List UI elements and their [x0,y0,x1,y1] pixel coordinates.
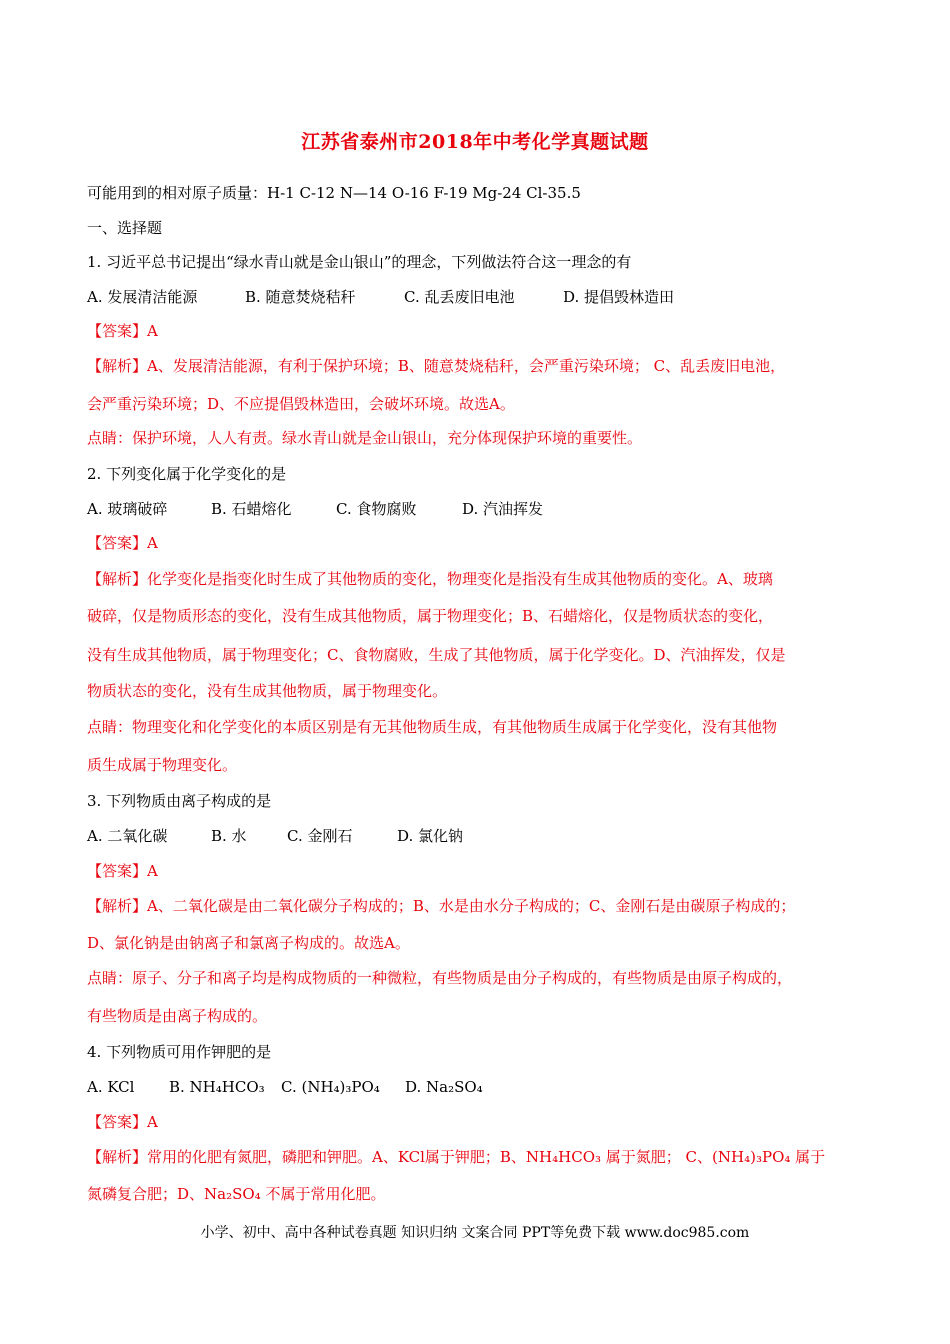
analysis-3-line-1: 【解析】A、二氧化碳是由二氧化碳分子构成的；B、水是由水分子构成的；C、金刚石是由碳原子构成的； [87,897,796,915]
option-a: A. 发展清洁能源 [87,288,198,306]
question-2-options [87,499,543,519]
analysis-2-line-3: 没有生成其他物质，属于物理变化；C、食物腐败，生成了其他物质，属于化学变化。D、汽油挥发，仅是 [87,646,786,664]
option-c: C. 食物腐败 [336,500,417,518]
option-b: B. 水 [211,827,247,845]
question-2-stem: 2. 下列变化属于化学变化的是 [87,465,287,483]
analysis-4-line-2: 氮磷复合肥；D、Na₂SO₄ 不属于常用化肥。 [87,1185,386,1203]
note-2-line-1: 点睛：物理变化和化学变化的本质区别是有无其他物质生成，有其他物质生成属于化学变化，没有其他物 [87,718,778,736]
document-title: 江苏省泰州市2018年中考化学真题试题 [301,131,649,153]
analysis-1-line-2: 会严重污染环境；D、不应提倡毁林造田，会破坏环境。故选A。 [87,395,515,413]
answer-2: 【答案】A [87,534,158,552]
option-d: D. 氯化钠 [397,827,464,845]
atomic-mass-line: 可能用到的相对原子质量：H-1 C-12 N—14 O-16 F-19 Mg-24 Cl-35.5 [87,184,581,202]
answer-4: 【答案】A [87,1113,158,1131]
note-1-line-1: 点睛：保护环境，人人有责。绿水青山就是金山银山，充分体现保护环境的重要性。 [87,429,643,447]
option-a: A. 二氧化碳 [87,827,168,845]
analysis-3-line-2: D、氯化钠是由钠离子和氯离子构成的。故选A。 [87,934,410,952]
question-4-stem: 4. 下列物质可用作钾肥的是 [87,1043,272,1061]
option-a: A. 玻璃破碎 [87,500,168,518]
question-1-stem: 1. 习近平总书记提出“绿水青山就是金山银山”的理念，下列做法符合这一理念的有 [87,253,632,271]
analysis-4-line-1: 【解析】常用的化肥有氮肥，磷肥和钾肥。A、KCl属于钾肥；B、NH₄HCO₃ 属于氮肥； C、(NH₄)₃PO₄ 属于 [87,1148,826,1166]
option-b: B. 石蜡熔化 [211,500,292,518]
question-3-stem: 3. 下列物质由离子构成的是 [87,792,272,810]
question-3-options [87,826,463,846]
analysis-2-line-2: 破碎，仅是物质形态的变化，没有生成其他物质，属于物理变化；B、石蜡熔化，仅是物质状态的变化， [87,607,774,625]
option-b: B. 随意焚烧秸秆 [245,288,356,306]
page-footer: 小学、初中、高中各种试卷真题 知识归纳 文案合同 PPT等免费下载 www.doc985.com [200,1225,750,1241]
note-2-line-2: 质生成属于物理变化。 [87,756,238,774]
answer-3: 【答案】A [87,862,158,880]
section-heading: 一、选择题 [87,219,163,237]
answer-1: 【答案】A [87,322,158,340]
option-b: B. NH₄HCO₃ [169,1078,265,1096]
option-c: C. 金刚石 [287,827,353,845]
question-1-options [87,287,674,307]
question-4-options [87,1077,483,1097]
analysis-1-line-1: 【解析】A、发展清洁能源，有利于保护环境；B、随意焚烧秸秆，会严重污染环境； C、乱丢废旧电池， [87,357,786,375]
option-c: C. (NH₄)₃PO₄ [281,1078,380,1096]
option-d: D. Na₂SO₄ [405,1078,483,1096]
option-c: C. 乱丢废旧电池 [404,288,515,306]
note-3-line-1: 点睛：原子、分子和离子均是构成物质的一种微粒，有些物质是由分子构成的，有些物质是由原子构成的， [87,969,793,987]
analysis-2-line-1: 【解析】化学变化是指变化时生成了其他物质的变化，物理变化是指没有生成其他物质的变化。A、玻璃 [87,570,773,588]
note-3-line-2: 有些物质是由离子构成的。 [87,1007,268,1025]
option-d: D. 汽油挥发 [462,500,544,518]
option-a: A. KCl [87,1078,135,1096]
option-d: D. 提倡毁林造田 [563,288,675,306]
analysis-2-line-4: 物质状态的变化，没有生成其他物质，属于物理变化。 [87,682,448,700]
